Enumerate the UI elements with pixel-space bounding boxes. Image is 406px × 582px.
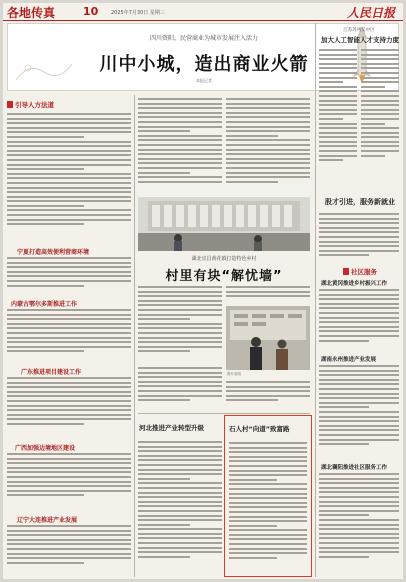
highlighted-article-text <box>229 442 307 574</box>
right-top-kicker: 江苏苏州吴中区 <box>343 28 375 33</box>
left-item-1-text <box>7 257 131 291</box>
left-item-4-text <box>7 453 131 507</box>
page-number: 10 <box>83 5 99 18</box>
village-text-c <box>138 367 222 407</box>
column-divider <box>134 95 135 577</box>
right-middle-headline: 股才引进，服务新就业 <box>325 198 395 206</box>
lower-left-headline: 河北推进产业转型升级 <box>139 424 204 432</box>
village-headline: 村里有块“解忧墙” <box>165 269 283 284</box>
column-divider-right <box>315 23 316 577</box>
right-section-label: 社区服务 <box>343 267 377 276</box>
village-photo-caption: 图片说明 <box>227 372 241 376</box>
highlighted-article-headline: 石人村“向道”致富路 <box>229 425 290 433</box>
village-text-b <box>226 286 310 304</box>
issue-date: 2025年7月30日 星期三 <box>111 10 165 16</box>
left-item-5-title: 辽宁大连推进产业发展 <box>17 517 78 524</box>
factory-photo <box>138 183 310 251</box>
right-item-1-title: 湖北黄冈推进乡村振兴工作 <box>321 281 388 287</box>
village-photo <box>226 306 310 370</box>
right-top-text-b <box>361 49 399 191</box>
lead-kicker: 四川资阳，民营商业为城市发展注入活力 <box>149 35 258 42</box>
right-item-3-title: 湖北襄阳推进社区服务工作 <box>321 465 388 471</box>
right-item-1-text <box>319 289 399 349</box>
village-text-a <box>138 286 222 364</box>
left-item-3-text <box>7 377 131 435</box>
section-name: 各地传真 <box>7 6 56 20</box>
lead-headline: 川中小城，造出商业火箭 <box>99 54 309 75</box>
section-marker-icon-right <box>343 268 349 275</box>
highlighted-article[interactable] <box>224 415 312 577</box>
right-top-text-a <box>319 49 357 191</box>
left-section-label: 引导人方法道 <box>7 100 54 109</box>
right-item-3-text <box>319 473 399 573</box>
lower-left-text <box>138 441 222 577</box>
village-kicker: 湖北宜昌黄花镇打造特色乡村 <box>191 256 257 262</box>
lead-byline: 本报记者 <box>196 78 212 83</box>
section-marker-icon <box>7 101 13 108</box>
masthead-logo: 人民日报 <box>346 6 395 20</box>
village-text-d <box>226 381 310 407</box>
left-item-5-text <box>7 525 131 575</box>
right-item-2-text <box>319 365 399 459</box>
decorative-line-art <box>14 54 74 84</box>
right-middle-text <box>319 213 399 263</box>
horizontal-rule <box>138 413 310 414</box>
newspaper-page <box>3 3 403 579</box>
left-item-1-title: 宁夏打造高效便利营商环境 <box>17 249 90 256</box>
page-header <box>3 3 403 21</box>
left-item-3-title: 广东推进项目建设工作 <box>21 369 82 376</box>
left-intro-text <box>7 113 131 233</box>
left-item-2-title: 内蒙古鄂尔多斯推进工作 <box>11 301 78 308</box>
left-item-2-text <box>7 309 131 359</box>
right-item-2-title: 湖南永州推进产业发展 <box>321 357 377 363</box>
right-top-headline: 加大人工智能人才支持力度 <box>321 36 399 44</box>
left-item-4-title: 广西加强边境地区建设 <box>15 445 76 452</box>
